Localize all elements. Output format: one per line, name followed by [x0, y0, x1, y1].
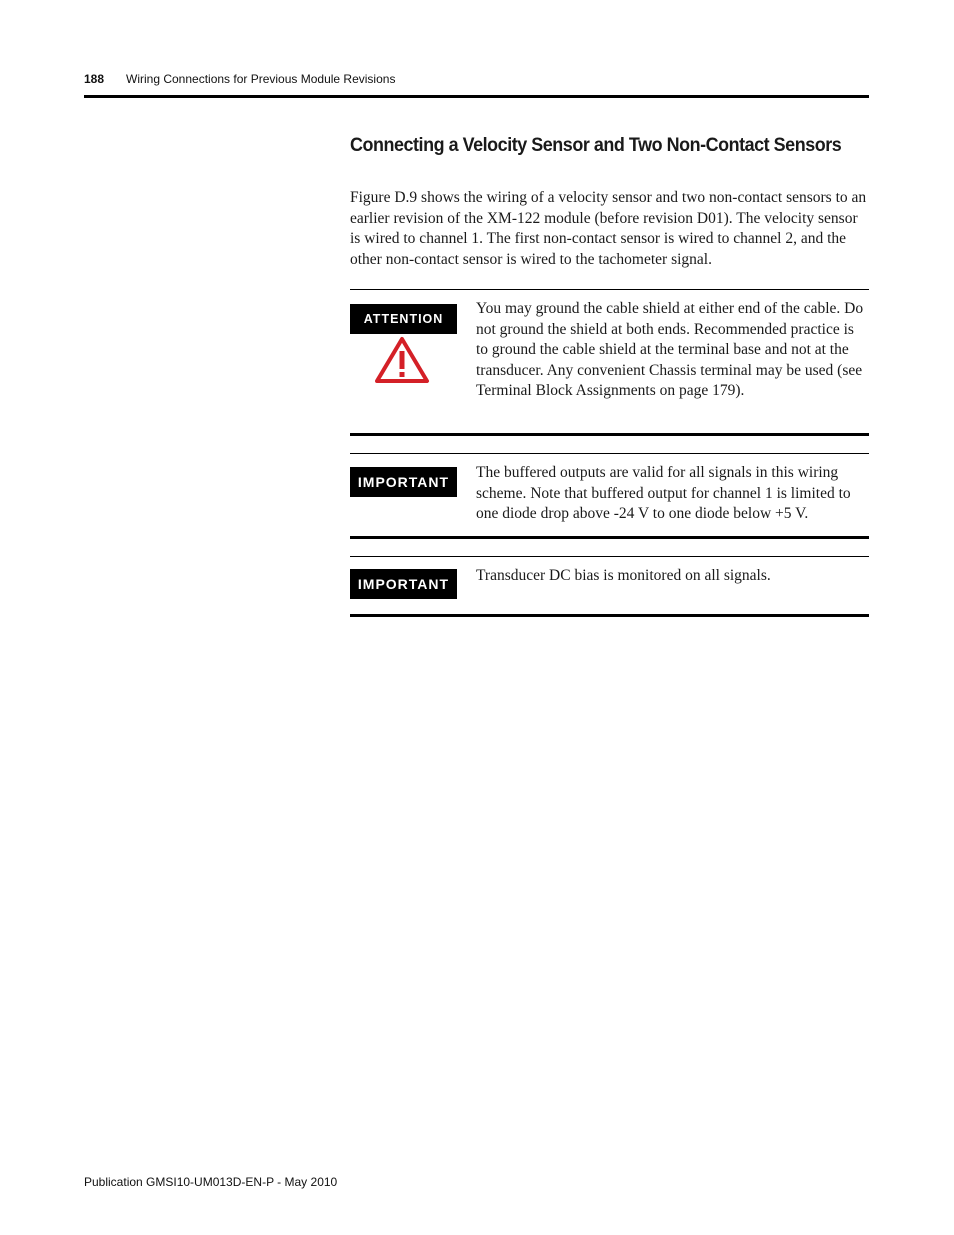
- important-badge: IMPORTANT: [350, 467, 457, 497]
- attention-text: You may ground the cable shield at either end of the cable. Do not ground the shield at both ends. Recommended practice is to ground the cable shield at the terminal base and not at the transducer. Any convenient Chassis terminal may be used (see Terminal Block Assignments on page 179).: [476, 300, 864, 399]
- important-notice-1: [350, 453, 869, 539]
- important-badge: IMPORTANT: [350, 569, 457, 599]
- notice-bottom-rule: [350, 614, 869, 617]
- attention-notice: [350, 289, 869, 437]
- notice-top-rule: [350, 289, 869, 290]
- header-rule: [84, 95, 869, 98]
- attention-badge: ATTENTION: [350, 304, 457, 334]
- important-text-2: Transducer DC bias is monitored on all signals.: [476, 567, 771, 584]
- section-heading: Connecting a Velocity Sensor and Two Non-Contact Sensors: [350, 134, 842, 156]
- notice-top-rule: [350, 453, 869, 454]
- page-number: 188: [84, 72, 105, 86]
- notice-top-rule: [350, 556, 869, 557]
- important-text-1: The buffered outputs are valid for all signals in this wiring scheme. Note that buffered output for channel 1 is limited to one diode drop above -24 V to one diode below +5 V.: [476, 464, 851, 522]
- intro-paragraph: Figure D.9 shows the wiring of a velocity sensor and two non-contact sensors to an earlier revision of the XM-122 module (before revision D01). The velocity sensor is wired to channel 1. The first non-contact sensor is wired to channel 2, and the other non-contact sensor is wired to the tachometer signal.: [350, 189, 867, 268]
- notice-bottom-rule: [350, 536, 869, 539]
- section-title: Wiring Connections for Previous Module Revisions: [126, 72, 396, 86]
- warning-triangle-icon: [374, 335, 430, 385]
- important-notice-2: [350, 556, 869, 618]
- page-header: [84, 72, 395, 86]
- page-footer: Publication GMSI10-UM013D-EN-P - May 2010: [84, 1175, 338, 1189]
- notice-bottom-rule: [350, 433, 869, 436]
